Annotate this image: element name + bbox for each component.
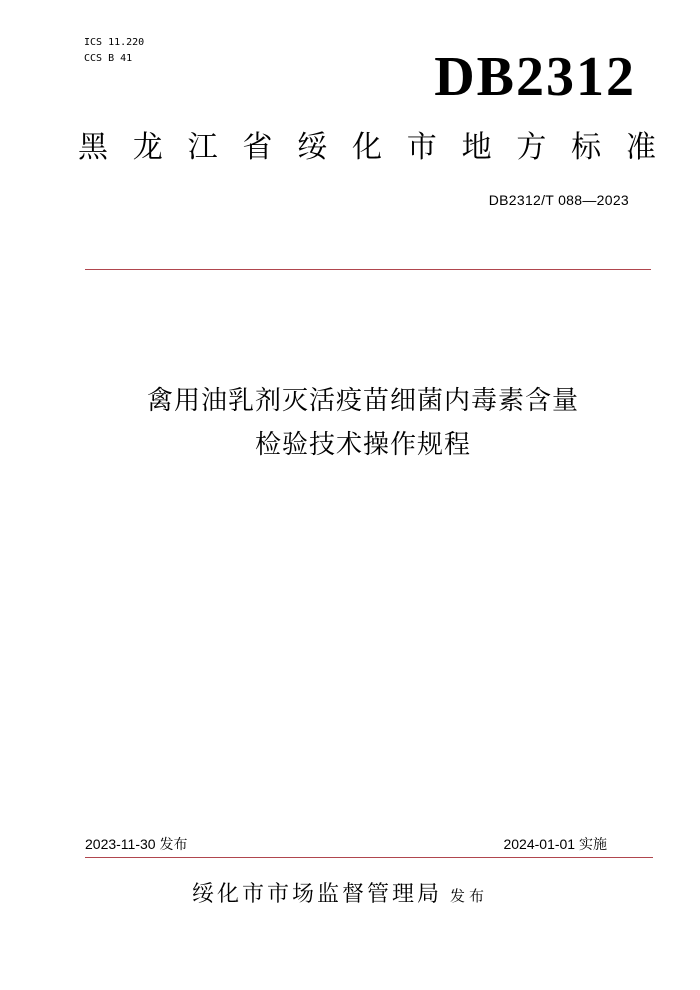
- document-title-line-1: 禽用油乳剂灭活疫苗细菌内毒素含量: [146, 386, 579, 416]
- standard-type-char: 江: [187, 130, 218, 165]
- publish-date: 2023-11-30 发布: [85, 836, 188, 852]
- issuer-suffix: 发布: [450, 887, 489, 905]
- standard-type: [78, 128, 656, 168]
- standard-type-char: 黑: [78, 130, 108, 165]
- classification-codes: [84, 35, 144, 67]
- standard-number: DB2312/T 088—2023: [488, 192, 629, 208]
- standard-type-char: 准: [625, 130, 656, 165]
- standard-type-char: 省: [242, 130, 273, 165]
- issuer-name: 绥化市市场监督管理局: [192, 882, 443, 907]
- ics-code: ICS 11.220: [84, 37, 145, 48]
- standard-type-char: 市: [406, 130, 437, 165]
- standard-code: DB2312: [434, 46, 636, 108]
- issuer: [192, 880, 488, 911]
- standard-type-char: 标: [571, 130, 602, 165]
- bottom-divider: [85, 857, 653, 858]
- document-title-line-2: 检验技术操作规程: [254, 430, 471, 460]
- standard-type-char: 方: [516, 130, 547, 165]
- standard-type-char: 龙: [132, 130, 163, 165]
- standard-type-char: 绥: [297, 130, 328, 165]
- standard-type-char: 地: [461, 130, 492, 165]
- ccs-code: CCS B 41: [84, 53, 133, 64]
- implement-date: 2024-01-01 实施: [503, 836, 607, 852]
- top-divider: [85, 269, 651, 270]
- standard-type-char: 化: [351, 130, 382, 165]
